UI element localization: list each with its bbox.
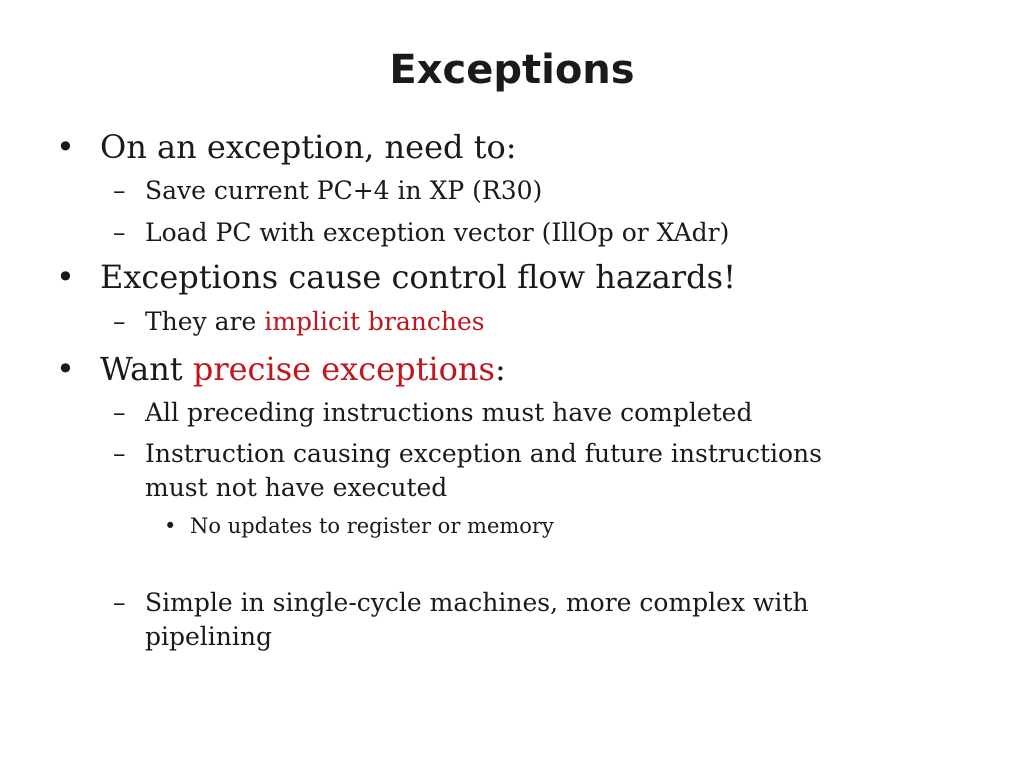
bullet-text: Exceptions cause control flow hazards! [100,258,736,296]
sub-item-pipelining [113,586,809,654]
dash-icon: – [113,398,126,427]
bullet-suffix: : [494,350,506,388]
dash-icon: – [113,307,126,336]
bullet-icon: • [56,350,75,388]
sub-item-text [113,305,485,339]
sub-item-line-1: Instruction causing exception and future instructions [145,439,822,468]
bullet-icon: • [56,258,75,296]
sub-item-line-2: pipelining [145,622,272,651]
sub-item-implicit-branches [113,305,485,339]
dash-icon: – [113,439,126,468]
subsub-item-text: No updates to register or memory [190,514,554,538]
sub-item-prefix: They are [145,307,265,336]
sub-item-text: Save current PC+4 in XP (R30) [145,176,543,205]
bullet-icon: • [56,128,75,166]
sub-item-text [113,586,809,654]
sub-item-save-pc [113,174,542,208]
dash-icon: – [113,218,126,247]
bullet-item-precise-exceptions [56,349,506,389]
bullet-prefix: Want [100,350,193,388]
dash-icon: – [113,588,126,617]
sub-item-text: Load PC with exception vector (IllOp or XAdr) [145,218,730,247]
sub-item-load-pc [113,216,729,250]
slide-title: Exceptions [389,47,635,93]
bullet-item-control-hazards [56,257,736,297]
bullet-item-exception-steps [56,127,517,167]
sub-item-text [113,437,822,505]
dash-icon: – [113,176,126,205]
sub-item-not-executed [113,437,822,505]
bullet-text: On an exception, need to: [100,128,517,166]
sub-item-line-1: Simple in single-cycle machines, more complex with [145,588,809,617]
highlight-text: precise exceptions [192,350,495,388]
sub-item-preceding-completed [113,396,752,430]
bullet-icon: • [164,514,177,538]
sub-item-text: All preceding instructions must have completed [145,398,753,427]
subsub-item-no-updates [164,512,554,540]
sub-item-line-2: must not have executed [145,473,448,502]
highlight-text: implicit branches [264,307,485,336]
